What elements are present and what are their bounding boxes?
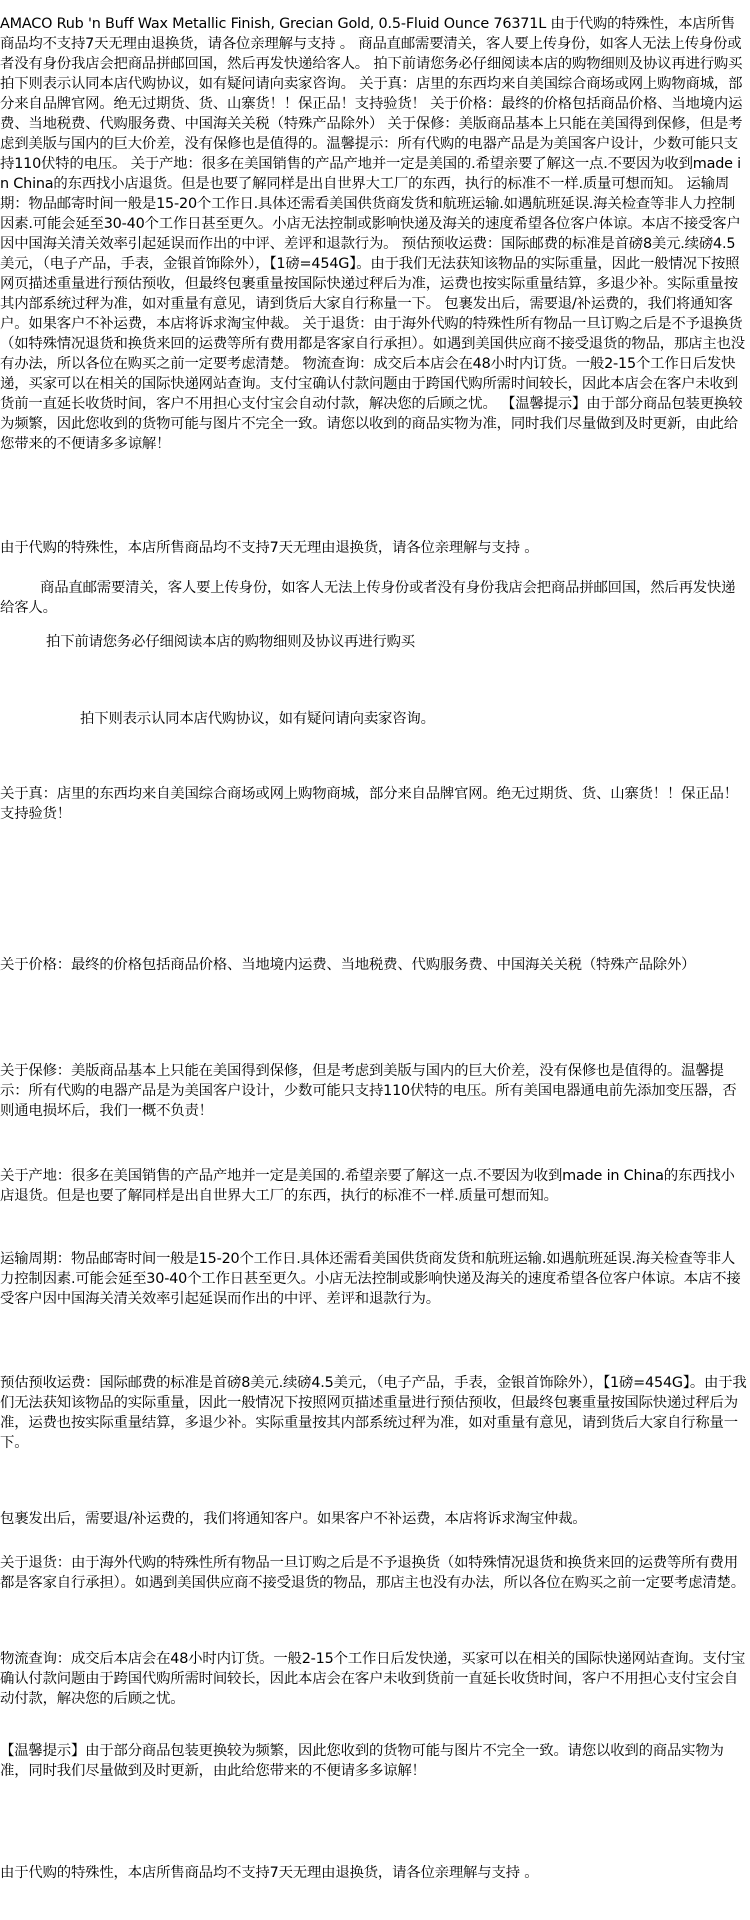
policy-return-notice: 由于代购的特殊性，本店所售商品均不支持7天无理由退换货，请各位亲理解与支持 。 xyxy=(0,540,539,556)
policy-fee-adjustment: 包裹发出后，需要退/补运费的，我们将通知客户。如果客户不补运费，本店将诉求淘宝仲裁。 xyxy=(0,1511,587,1527)
policy-packaging-notice: 【温馨提示】由于部分商品包装更换较为频繁，因此您收到的货物可能与图片不完全一致。请您以收到的商品实物为准，同时我们尽量做到及时更新，由此给您带来的不便请多多谅解！ xyxy=(0,1743,724,1779)
policy-origin: 关于产地：很多在美国销售的产品产地并一定是美国的.希望亲要了解这一点.不要因为收到made in China的东西找小店退货。但是也要了解同样是出自世界大工厂的东西，执行的标准不一样.质量可想而知。 xyxy=(0,1168,735,1204)
policy-return-notice-repeat: 由于代购的特殊性，本店所售商品均不支持7天无理由退换货，请各位亲理解与支持 。 xyxy=(0,1865,539,1881)
policy-returns: 关于退货：由于海外代购的特殊性所有物品一旦订购之后是不予退换货（如特殊情况退货和换货来回的运费等所有费用都是客家自行承担）。如遇到美国供应商不接受退货的物品，那店主也没有办法，所以各位在购买之前一定要考虑清楚。 xyxy=(0,1555,745,1591)
policy-customs-clearance: 商品直邮需要清关，客人要上传身份，如客人无法上传身份或者没有身份我店会把商品拼邮回国，然后再发快递给客人。 xyxy=(0,580,736,616)
policy-warranty: 关于保修：美版商品基本上只能在美国得到保修，但是考虑到美版与国内的巨大价差，没有保修也是值得的。温馨提示：所有代购的电器产品是为美国客户设计，少数可能只支持110伏特的电压。所有美国电器通电前先添加变压器，否则通电损坏后，我们一概不负责！ xyxy=(0,1063,737,1119)
policy-logistics-tracking: 物流查询：成交后本店会在48小时内订货。一般2-15个工作日后发快递，买家可以在相关的国际快递网站查询。支付宝确认付款问题由于跨国代购所需时间较长，因此本店会在客户未收到货前一直延长收货时间，客户不用担心支付宝会自动付款，解决您的后顾之忧。 xyxy=(0,1651,746,1707)
policy-shipping-fee: 预估预收运费：国际邮费的标准是首磅8美元.续磅4.5美元，（电子产品，手表，金银首饰除外），【1磅=454G】。由于我们无法获知该物品的实际重量，因此一般情况下按照网页描述重量进行预估预收，但最终包裹重量按国际快递过秤后为准，运费也按实际重量结算，多退少补。实际重量按其内部系统过秤为准，如对重量有意见，请到货后大家自行称量一下。 xyxy=(0,1375,747,1451)
intro-paragraph: AMACO Rub 'n Buff Wax Metallic Finish, Grecian Gold, 0.5-Fluid Ounce 76371L 由于代购的特殊性，本店所售商品均不支持7天无理由退换货，请各位亲理解与支持 。 商品直邮需要清关，客人要上传身份，如客人无法上传身份或者没有身份我店会把商品拼邮回国，然后再发快递给客人。 拍下前请您务必仔细阅读本店的购物细则及协议再进行购买 拍下则表示认同本店代购协议，如有疑问请向卖家咨询。 关于真：店里的东西均来自美国综合商场或网上购物商城，部分来自品牌官网。绝无过期货、货、山寨货！！保正品！支持验货！ 关于价格：最终的价格包括商品价格、当地境内运费、当地税费、代购服务费、中国海关关税（特殊产品除外） 关于保修：美版商品基本上只能在美国得到保修，但是考虑到美版与国内的巨大价差，没有保修也是值得的。温馨提示：所有代购的电器产品是为美国客户设计，少数可能只支持110伏特的电压。 关于产地：很多在美国销售的产品产地并一定是美国的.希望亲要了解这一点.不要因为收到made in China的东西找小店退货。但是也要了解同样是出自世界大工厂的东西，执行的标准不一样.质量可想而知。 运输周期：物品邮寄时间一般是15-20个工作日.具体还需看美国供货商发货和航班运输.如遇航班延误.海关检查等非人力控制因素.可能会延至30-40个工作日甚至更久。小店无法控制或影响快递及海关的速度希望各位客户体谅。本店不接受客户因中国海关清关效率引起延误而作出的中评、差评和退款行为。 预估预收运费：国际邮费的标准是首磅8美元.续磅4.5美元，（电子产品，手表，金银首饰除外），【1磅=454G】。由于我们无法获知该物品的实际重量，因此一般情况下按照网页描述重量进行预估预收，但最终包裹重量按国际快递过秤后为准，运费也按实际重量结算，多退少补。实际重量按其内部系统过秤为准，如对重量有意见，请到货后大家自行称量一下。 包裹发出后，需要退/补运费的，我们将通知客户。如果客户不补运费，本店将诉求淘宝仲裁。 关于退货：由于海外代购的特殊性所有物品一旦订购之后是不予退换货（如特殊情况退货和换货来回的运费等所有费用都是客家自行承担）。如遇到美国供应商不接受退货的物品，那店主也没有办法，所以各位在购买之前一定要考虑清楚。 物流查询：成交后本店会在48小时内订货。一般2-15个工作日后发快递，买家可以在相关的国际快递网站查询。支付宝确认付款问题由于跨国代购所需时间较长，因此本店会在客户未收到货前一直延长收货时间，客户不用担心支付宝会自动付款，解决您的后顾之忧。 【温馨提示】由于部分商品包装更换较为频繁，因此您收到的货物可能与图片不完全一致。请您以收到的商品实物为准，同时我们尽量做到及时更新，由此给您带来的不便请多多谅解！ xyxy=(0,16,745,452)
policy-authenticity: 关于真：店里的东西均来自美国综合商场或网上购物商城，部分来自品牌官网。绝无过期货、货、山寨货！！保正品！支持验货！ xyxy=(0,786,738,822)
policy-read-before-purchase: 拍下前请您务必仔细阅读本店的购物细则及协议再进行购买 xyxy=(46,634,415,650)
policy-agreement-acceptance: 拍下则表示认同本店代购协议，如有疑问请向卖家咨询。 xyxy=(80,711,435,727)
policy-pricing: 关于价格：最终的价格包括商品价格、当地境内运费、当地税费、代购服务费、中国海关关税（特殊产品除外） xyxy=(0,957,696,973)
policy-shipping-time: 运输周期：物品邮寄时间一般是15-20个工作日.具体还需看美国供货商发货和航班运输.如遇航班延误.海关检查等非人力控制因素.可能会延至30-40个工作日甚至更久。小店无法控制或影响快递及海关的速度希望各位客户体谅。本店不接受客户因中国海关清关效率引起延误而作出的中评、差评和退款行为。 xyxy=(0,1251,741,1307)
